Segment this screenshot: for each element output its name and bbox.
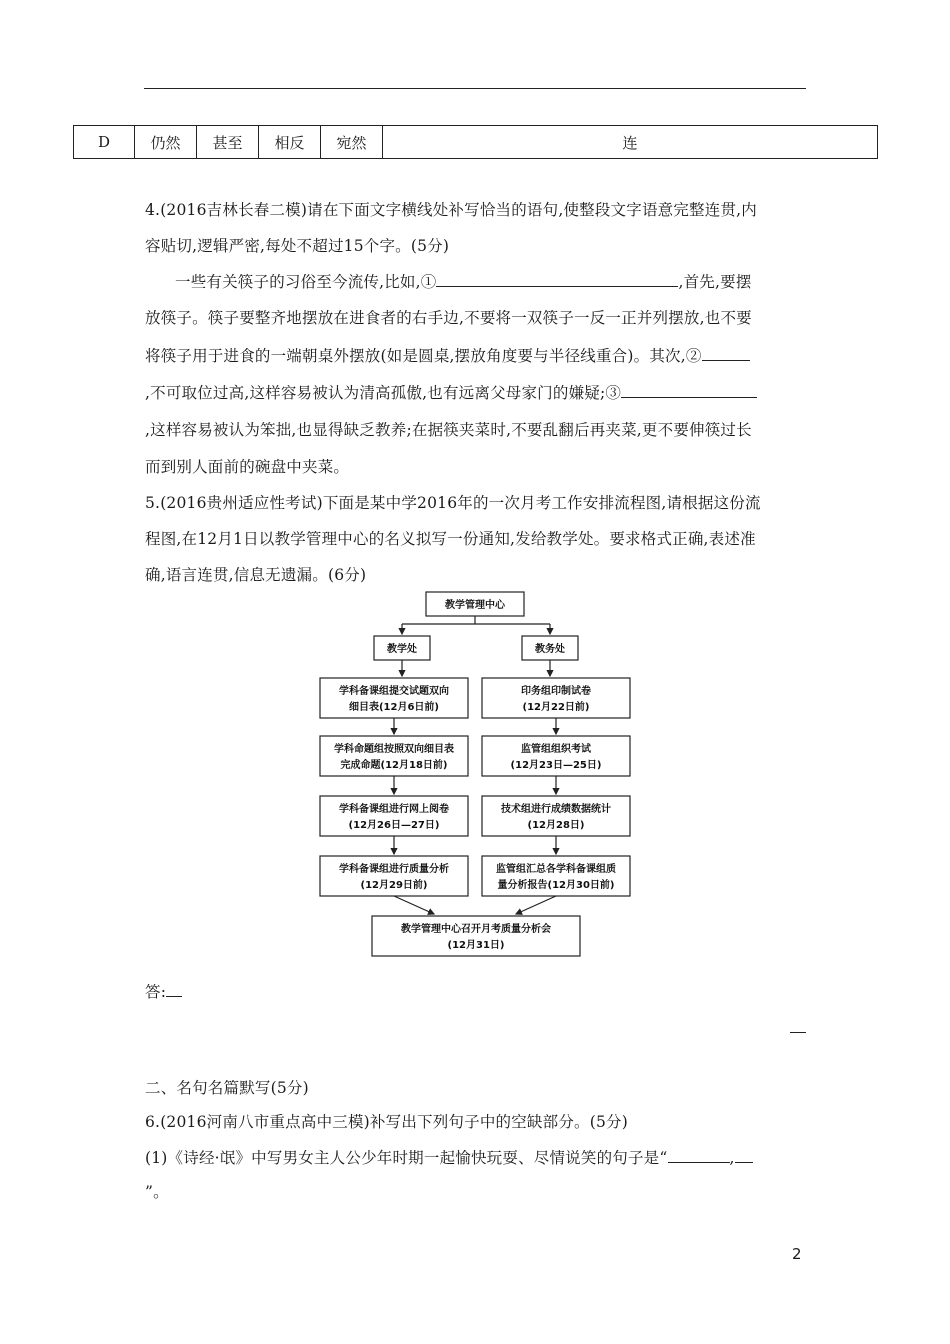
q6-sub1-line (145, 1146, 753, 1168)
q6-text: (1)《诗经·氓》中写男女主人公少年时期一起愉快玩耍、尽情说笑的句子是“ (145, 1149, 668, 1167)
header-rule (144, 88, 806, 89)
q5-prompt-line: 确,语言连贯,信息无遗漏。(6分) (145, 566, 367, 584)
flow-label: 学科备课组提交试题双向 (339, 686, 449, 697)
answer-blank-2[interactable] (702, 346, 750, 361)
q4-text-line: 放筷子。筷子要整齐地摆放在进食者的右手边,不要将一双筷子一反一正并列摆放,也不要 (145, 309, 752, 327)
q4-prompt-line: 4.(2016吉林长春二模)请在下面文字横线处补写恰当的语句,使整段文字语意完整连贯,内 (145, 201, 757, 219)
q4-text: ,首先,要摆 (678, 273, 752, 291)
answer-blank-1[interactable] (436, 272, 678, 287)
answer-blank-5[interactable] (790, 1018, 806, 1033)
option-cell: D (74, 126, 135, 159)
flow-label: (12月26日—27日) (348, 820, 440, 831)
flow-label: 技术组进行成绩数据统计 (501, 804, 611, 815)
q5-prompt-line: 程图,在12月1日以教学管理中心的名义拟写一份通知,发给教学处。要求格式正确,表述准 (145, 530, 756, 548)
option-cell: 宛然 (321, 126, 383, 159)
q4-text-line (145, 344, 750, 366)
q4-text-line (175, 270, 752, 292)
option-row-table (73, 125, 878, 159)
answer-line-end (790, 1018, 806, 1037)
flow-label: (12月28日) (527, 820, 585, 831)
option-cell: 仍然 (135, 126, 197, 159)
q4-text: 将筷子用于进食的一端朝桌外摆放(如是圆桌,摆放角度要与半径线重合)。其次,② (145, 347, 702, 365)
flow-label: 教学管理中心 (445, 600, 505, 611)
q4-text: 一些有关筷子的习俗至今流传,比如,① (175, 273, 437, 291)
q4-text: ,不可取位过高,这样容易被认为清高孤傲,也有远离父母家门的嫌疑;③ (145, 384, 622, 402)
answer-blank-6[interactable] (668, 1148, 730, 1163)
flow-label: 学科备课组进行质量分析 (339, 864, 449, 875)
q6-sub1-end: ”。 (145, 1183, 169, 1201)
answer-label: 答: (145, 983, 167, 1001)
flow-arrow (516, 896, 556, 914)
answer-line (145, 980, 182, 1002)
flow-label: (12月29日前) (360, 880, 428, 891)
q4-text-line: ,这样容易被认为笨拙,也显得缺乏教养;在据筷夹菜时,不要乱翻后再夹菜,更不要伸筷过长 (145, 421, 752, 439)
q4-text-line (145, 381, 757, 403)
answer-blank-7[interactable] (735, 1148, 753, 1163)
flow-label: 教学管理中心召开月考质量分析会 (401, 924, 551, 935)
flow-label: (12月31日) (447, 940, 505, 951)
flow-label: 学科命题组按照双向细目表 (334, 744, 454, 755)
flow-label: 量分析报告(12月30日前) (497, 880, 615, 891)
flow-label: (12月22日前) (522, 702, 590, 713)
option-cell: 连 (383, 126, 878, 159)
section-heading: 二、名句名篇默写(5分) (145, 1079, 309, 1097)
q5-prompt-line: 5.(2016贵州适应性考试)下面是某中学2016年的一次月考工作安排流程图,请根据这份流 (145, 494, 761, 512)
q6-prompt-line: 6.(2016河南八市重点高中三模)补写出下列句子中的空缺部分。(5分) (145, 1113, 628, 1131)
option-cell: 甚至 (197, 126, 259, 159)
q6-text: , (729, 1149, 735, 1167)
flow-label: 监管组组织考试 (521, 744, 591, 755)
flow-label: 完成命题(12月18日前) (340, 760, 448, 771)
flowchart (316, 590, 636, 962)
page-number: 2 (792, 1245, 802, 1263)
q4-prompt-line: 容贴切,逻辑严密,每处不超过15个字。(5分) (145, 237, 450, 255)
flow-label: 教学处 (387, 644, 417, 655)
flow-label: (12月23日—25日) (510, 760, 602, 771)
option-cell: 相反 (259, 126, 321, 159)
q4-text-line: 而到别人面前的碗盘中夹菜。 (145, 458, 350, 476)
answer-blank-4[interactable] (166, 982, 182, 997)
flow-label: 教务处 (535, 644, 565, 655)
flow-label: 细目表(12月6日前) (348, 702, 440, 713)
answer-blank-3[interactable] (621, 383, 757, 398)
flow-label: 监管组汇总各学科备课组质 (496, 864, 616, 875)
flow-arrow (394, 896, 434, 914)
flow-label: 学科备课组进行网上阅卷 (339, 804, 449, 815)
flow-label: 印务组印制试卷 (521, 686, 591, 697)
